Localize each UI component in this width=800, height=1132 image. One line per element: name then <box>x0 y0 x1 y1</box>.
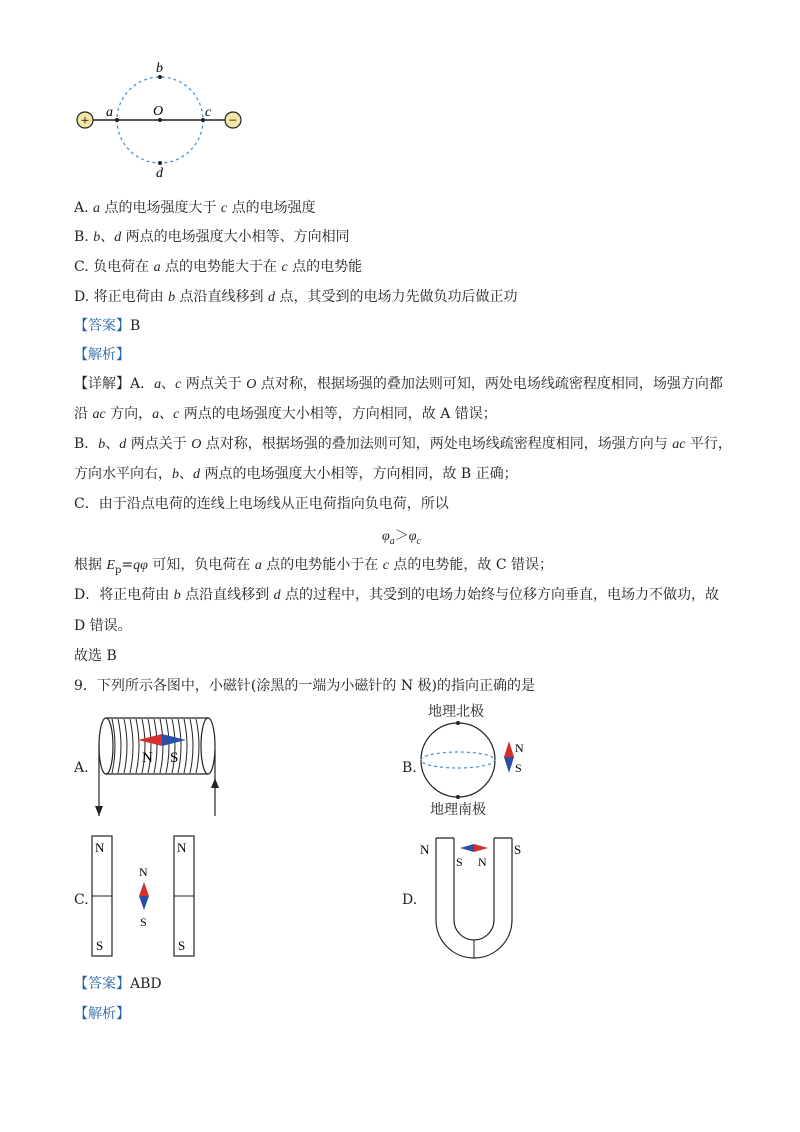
svg-text:S: S <box>178 938 186 953</box>
needle-red-half <box>138 734 162 746</box>
needle-s-label: S <box>170 750 179 766</box>
q9-stem: 9．下列所示各图中，小磁针(涂黑的一端为小磁针的 N 极)的指向正确的是 <box>74 678 535 694</box>
needle-s-label: S <box>456 855 463 869</box>
geographic-north-label: 地理北极 <box>428 704 484 720</box>
needle-s-label: S <box>515 761 522 775</box>
q8-after-line-2: D．将正电荷由 b 点沿直线移到 d 点的过程中，其受到的电场力始终与位移方向垂直，电场力不做功，故 <box>74 587 720 603</box>
q9-answer <box>74 974 162 994</box>
needle-s-label: S <box>140 915 147 929</box>
q8-option-d: D. 将正电荷由 b 点沿直线移到 d 点，其受到的电场力先做负功后做正功 <box>74 289 518 305</box>
label-b: b <box>156 61 163 76</box>
q8-formula: $\varphi_a>\varphi_c$ <box>382 528 421 547</box>
answer-label: 【答案】 <box>74 318 130 334</box>
bar-magnets-figure <box>86 832 216 960</box>
q9-option-c-label: C. <box>74 892 89 908</box>
needle-n-label: N <box>515 741 524 755</box>
plus-sign: + <box>80 113 90 129</box>
q8-option-a: A. a 点的电场强度大于 c 点的电场强度 <box>74 200 316 216</box>
label-o: O <box>153 104 164 119</box>
current-arrow-up <box>211 778 219 788</box>
minus-sign: − <box>228 113 238 129</box>
svg-text:N: N <box>95 840 105 855</box>
q8-answer <box>74 316 140 336</box>
point-a <box>115 118 119 122</box>
u-magnet-figure <box>418 834 530 964</box>
answer-label: 【答案】 <box>74 976 130 992</box>
answer-value: B <box>130 318 141 334</box>
geographic-south-label: 地理南极 <box>430 802 486 818</box>
right-pole-label: S <box>514 842 522 857</box>
needle-n-label: N <box>478 855 487 869</box>
q8-conclusion: 故选 B <box>74 648 117 664</box>
label-d: d <box>156 166 163 178</box>
q8-detail-line-3: B．b、d 两点关于 O 点对称，根据场强的叠加法则可知，两处电场线疏密程度相同，场强方向与 ac 平行， <box>74 436 732 452</box>
svg-text:N: N <box>177 840 187 855</box>
q9-option-b-label: B. <box>402 760 417 776</box>
label-c: c <box>205 105 212 120</box>
q8-detail-line-5: C．由于沿点电荷的连线上电场线从正电荷指向负电荷，所以 <box>74 496 449 512</box>
coil-windings <box>112 719 199 773</box>
earth-figure <box>415 718 535 802</box>
q8-detail-line-1: 【详解】A．a、c 两点关于 O 点对称，根据场强的叠加法则可知，两处电场线疏密程度相同，场强方向都 <box>74 376 723 392</box>
q8-detail-line-4: 方向水平向右，b、d 两点的电场强度大小相等，方向相同，故 B 正确； <box>74 466 518 482</box>
answer-value: ABD <box>130 976 162 992</box>
point-d <box>158 161 162 165</box>
q8-option-b: B. b、d 两点的电场强度大小相等、方向相同 <box>74 229 350 245</box>
solenoid-figure <box>92 708 222 820</box>
q9-analysis-label: 【解析】 <box>74 1006 130 1022</box>
current-arrow-down <box>95 806 103 816</box>
needle-n-label: N <box>142 750 153 766</box>
q8-detail-line-2: 沿 ac 方向，a、c 两点的电场强度大小相等，方向相同，故 A 错误； <box>74 406 497 422</box>
label-a: a <box>106 105 113 120</box>
q8-after-line-1: 根据 $E_p=q\varphi$ 可知，负电荷在 a 点的电势能小于在 c 点的电势能，故 C 错误； <box>74 557 553 576</box>
q8-analysis-label: 【解析】 <box>74 347 130 363</box>
q9-option-a-label: A. <box>74 760 89 776</box>
needle-blue-half <box>162 734 186 746</box>
left-pole-label: N <box>420 842 430 857</box>
q9-option-d-label: D. <box>402 892 418 908</box>
needle-n-label: N <box>139 865 148 879</box>
charges-figure <box>70 58 250 178</box>
svg-text:S: S <box>96 938 104 953</box>
q8-option-c: C. 负电荷在 a 点的电势能大于在 c 点的电势能 <box>74 259 363 275</box>
q8-after-line-3: D 错误。 <box>74 618 132 634</box>
